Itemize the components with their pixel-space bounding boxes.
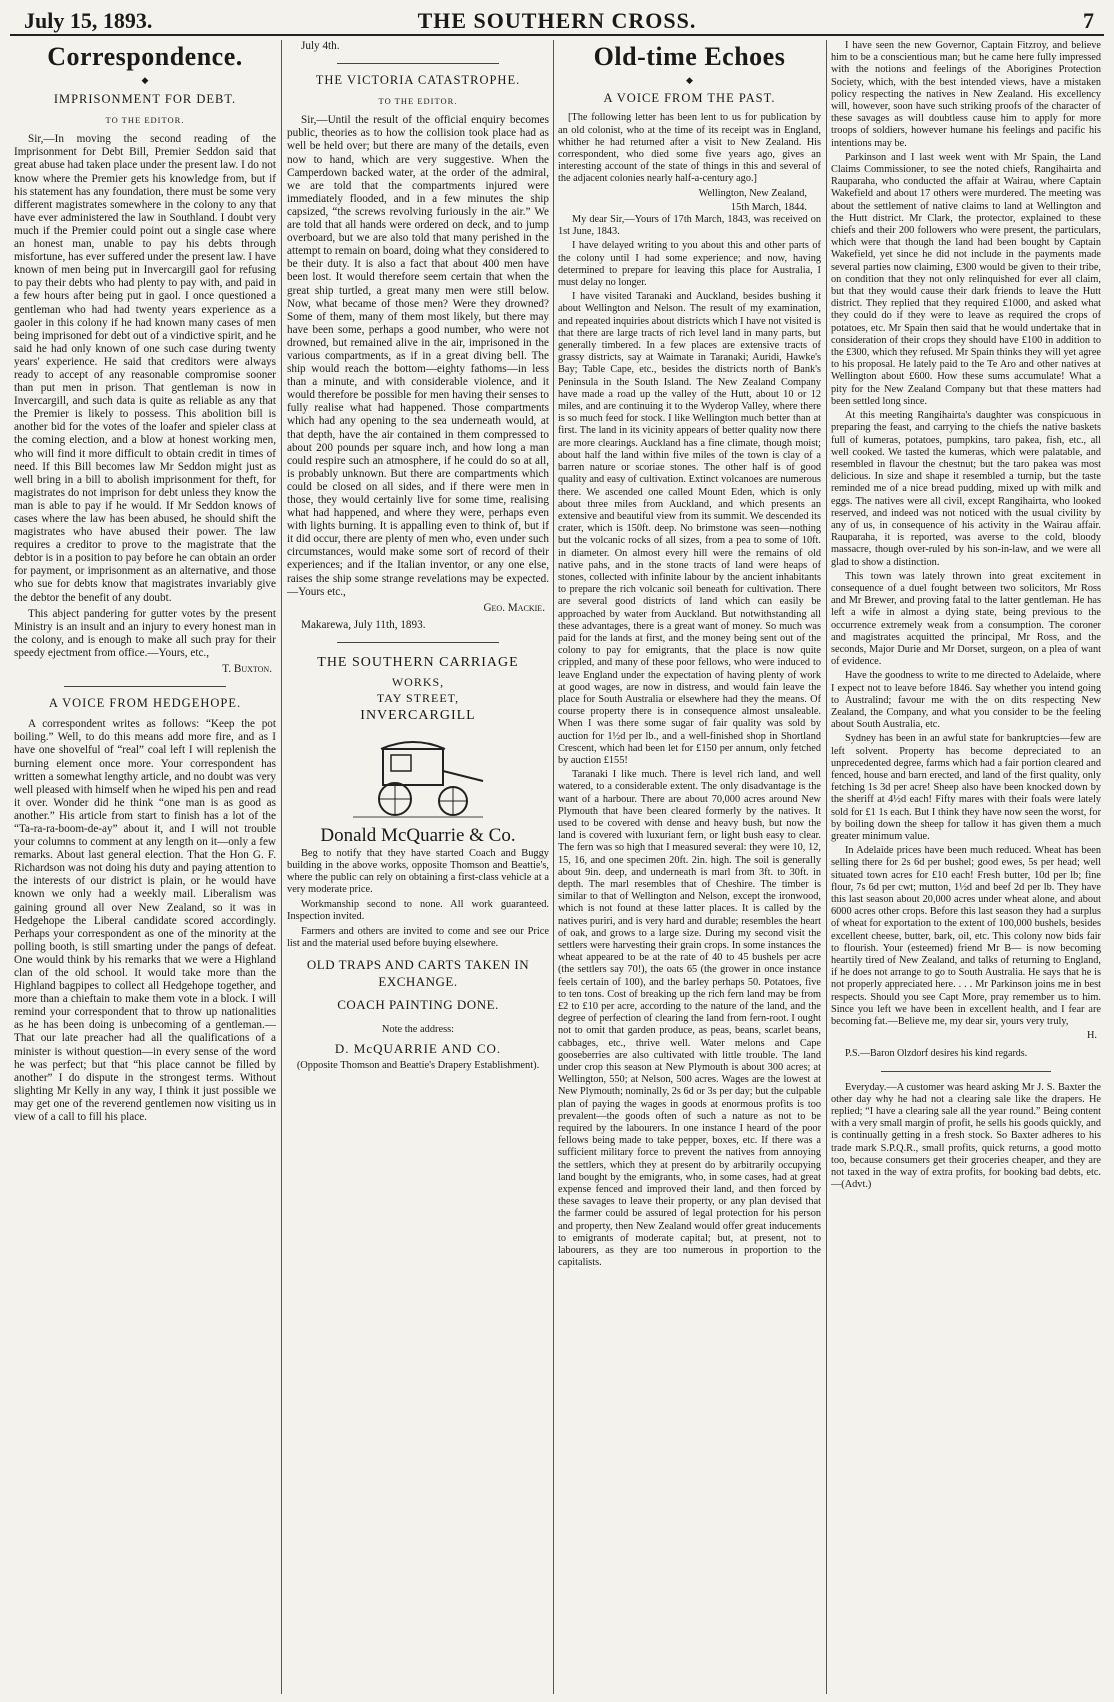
advert-address-firm: D. McQUARRIE AND CO.	[334, 1041, 502, 1057]
letter-paragraph: In Adelaide prices have been much reduced. Wheat has been selling there for 2s 6d per bushel; good ewes, 5s per head; well situated town acres for £10 each! Fresh butter, 10d per lb; fine flour, 7s 6d per cwt; mutton, 1½d and beef 2d per lb. They have this last season about 20,000 acres under wheat alone, and about 6000 acres other crops. Before this last season they had a surplus of wheat for exportation to the extent of 100,000 bushels, besides excellent cheese, butter, bark, oil, etc. This colony now bids fair to flourish. Your (esteemed) friend Mr B— is now becoming heartily tired of New Zealand, and talks of returning to England, if he does not arrange to go to South Australia. He says that he is not properly appreciated here. . . . Mr Parkinson joins me in best respects. Should you see Capt More, pray remember us to him. Since you left we have been in excellent health, and I fear are becoming fat.—Believe me, my dear sir, yours very truly,	[831, 845, 1101, 1028]
everyday-advert: Everyday.—A customer was heard asking Mr J. S. Baxter the other day why he had not a clearing sale like the drapers. He replied; “I have a clearing sale all the year round.” Being content with a very small margin of profit, he sells his goods quickly, and is continually getting in a fresh stock. So Baxter adheres to his trade mark S.P.Q.R., small profits, quick returns, a good motto too, because consumers get their groceries cheaper, and they are not taxed in the way of extra profits, for booking bad debts, etc.—(Advt.)	[831, 1081, 1101, 1191]
column-rule	[553, 40, 554, 1694]
letter-place: Wellington, New Zealand,	[698, 187, 807, 199]
carriage-advert	[287, 653, 549, 1072]
section-divider	[881, 1071, 1051, 1072]
letter-paragraph: At this meeting Rangihairta's daughter was conspicuous in preparing the feast, and carrying to the chiefs the native baskets full of kumeras, potatoes, pumpkins, taro pakea, fish, etc., all well cooked. We tasted the kumeras, which were palatable, and resembled in flavour the chestnut; but the taro pakea was most delicious. In size and shape it resembled a turnip, but the taste reminded me of a nice bread pudding, mixed up with milk and eggs. The natives were all civil, except Rangihairta, who looked reserved, and indeed was not noticed with the usual civility by any of us, in consequence of his activity in the Wairau affair. Rauparaha, it is reported, was averse to the cold, bloody massacre, though over-ruled by his son-in-law, and we were all glad to show a distinction.	[831, 410, 1101, 568]
advert-note: Note the address:	[381, 1024, 455, 1036]
column-4	[831, 40, 1101, 1694]
letter-paragraph: I have seen the new Governor, Captain Fitzroy, and believe him to be a conscientious man; but he came here fully impressed with the notions and feelings of the Aborigines Protection Society, which, with the best intended views, have a mistaken policy respecting the natives in New Zealand. His excellency will, however, soon have such striking proofs of the character of these savages as will doubtless cause him to apply for more troops of soldiers, however humane his feelings and pacific his intentions may be.	[831, 40, 1101, 149]
letter-paragraph: Taranaki I like much. There is level rich land, and well watered, to a considerable extent. The only disadvantage is the want of a harbour. There are about 70,000 acres around New Plymouth that have been cleared formerly by the natives. It used to be covered with dense and heavy bush, but now the land is covered with luxuriant fern, or light bush easy to clear. The fern was so high that I measured several: they were 10, 12, 15, 16, and one specimen 20ft. 2in. high. The soil is generally about 9in. deep, and underneath is marl from 3ft. to 30ft. in depth. The marl resembles that of Cheshire. The timber is similar to that of Wellington and Nelson, except the ironwood, which is not found at these latter places. It is called by the natives puriri, and is very hard and durable; resembles the heart of oak, and grows to a large size. During my second visit the settlers were harvesting their grain crops. In some instances the wheat appeared to be at the rate of 40 to 45 bushels per acre (the settlers say 70!), the oats 65 (the grower in once instance feels certain of 100), and the barley perhaps 50. Potatoes, five to ten tons. Cost of breaking up the rich fern land may be from £2 to £10 per acre, according to the nature of the land, and the degree of perfection of clearing the land from fern-root. I ought not to omit that garden produce, as peas, beans, scarlet beans, cabbages, etc., thrive well. Water melons and Cape gooseberries are also cultivated with little trouble. The land under crop this season at New Plymouth is about 300 acres; at Wellington, 550; at Nelson, 500 acres. Wages are the lowest at New Plymouth; nominally, 2s 6d or 3s per day; but the culpable plan of paying the wages in goods at enormous profits is too prevalent—the goods often of such a nature as not to be required by the labourers. In one instance I heard of the poor fellows being made to take pepper, boxes, etc. If there was a sufficient military force to prevent the natives from annoying the settlers, which they at present do by arbitrarily occupying land bought by the emigrants, who, in some cases, had at great expense fenced and improved their land, and then forced by these savages to leave their property, or any plan devised that the farmer could be assured of legal protection for his person and property, then New Zealand would offer great inducements to emigrants of moderate capital; but, at present, not to labourers, as they are too numerous in proportion to the capitalists.	[558, 769, 821, 1269]
column-rule	[281, 40, 282, 1694]
advert-address-location: (Opposite Thomson and Beattie's Drapery Establishment).	[296, 1060, 540, 1072]
imprisonment-title: IMPRISONMENT FOR DEBT.	[53, 92, 237, 107]
ornament-icon: ◆	[141, 75, 149, 85]
page-number: 7	[1083, 8, 1094, 33]
section-divider	[64, 686, 226, 687]
column-rule	[826, 40, 827, 1694]
letter-paragraph: This town was lately thrown into great excitement in consequence of a duel fought between two solicitors, Mr Ross and Mr Brewer, and proving fatal to the latter gentleman. He has left a wife in almost a dying state, being previous to the occurrence extremely weak from a consumption. The coroner and magistrates acquitted the principal, Mr Ross, and the seconds, Major Durie and Mr Dorset, surgeon, on a plea of want of evidence.	[831, 570, 1101, 668]
advert-line-4: INVERCARGILL	[360, 707, 476, 723]
victoria-place: Makarewa, July 11th, 1893.	[301, 618, 426, 631]
letter-paragraph: I have visited Taranaki and Auckland, besides bushing it about Wellington and Nelson. The result of my examination, and repeated inquiries about districts which I have not visited is that there are large tracts of rich level land in many parts, but generally timbered. In a few places are extensive tracts of grassy districts, say at Waimate in Taranaki; Auridi, Hawke's Bay; Table Cape, etc., besides the districts north of Bank's Peninsula in the South Island. The New Zealand Company have made a road up the valley of the Hutt, about 10 or 12 miles, and are continuing it to the Wyderop Valley, where there is so much feed for stock. I like Wellington much better than at first. The land in its vicinity appears of better quality now there are more clearings. Auckland has a fine climate, though moist; about half the land within five miles of the town is clay of a barren nature or scoriae stones. The other half is of good quality and easy of cultivation. Extinct volcanoes are numerous there. We ascended one called Mount Eden, which is only about three miles from Auckland, and which presents an extensive and beautiful view from its summit. We descended its crater, which is 150ft. deep. No brimstone was seen—nothing but the volcanic rocks of all sizes, from a pea to some of 10ft. in diameter. On almost every hill were the remains of old native pahs, and in the stone tracts of land were heaps of stones, collected with infinite labour by the ancient inhabitants to prepare the rich volcanic soil beneath for cultivation. There are several good districts of land which can easily be approached by water from Auckland. But notwithstanding all these advantages, there is a great want of money. So much was paid for the lands at first, and the money being sent out of the colony to pay for emigrants, that the place is now quite crippled, and many of these poor fellows, who were induced to leave England under the expectation of having plenty of work at good wages, are now in distress, and would fain leave the place for South Australia or elsewhere had they the means. Of course property there is in consequence almost unsaleable. When I was there some sugar of fair quality was sold by auction for 1½d per lb., and a well-finished shop in Shortland Crescent, which had been let for £150 per annum, only fetched by auction £155!	[558, 291, 821, 766]
advert-exchange: OLD TRAPS AND CARTS TAKEN IN EXCHANGE.	[306, 957, 530, 990]
column-3	[558, 40, 821, 1694]
column-1	[14, 40, 276, 1694]
letter-paragraph: My dear Sir,—Yours of 17th March, 1843, was received on 1st June, 1843.	[558, 214, 821, 238]
advert-invite: Farmers and others are invited to come and see our Price list and the material used before buying elsewhere.	[287, 926, 549, 950]
newspaper-title: THE SOUTHERN CROSS.	[417, 8, 697, 33]
advert-body: Beg to notify that they have started Coach and Buggy building in the above works, opposite Thomson and Beattie's, where the public can rely on obtaining a first-class vehicle at a very moderate price.	[287, 848, 549, 896]
echoes-subtitle: A VOICE FROM THE PAST.	[603, 91, 776, 106]
echoes-intro: [The following letter has been lent to us for publication by an old colonist, who at the time of its receipt was in England, whither he had returned after a visit to New Zealand. His correspondent, who died some five years ago, gives an interesting account of the state of things in this and several of the adjacent colonies nearly half-a-century ago.]	[558, 112, 821, 185]
hedgehope-text: A correspondent writes as follows: “Keep the pot boiling.” Well, to do this means add more fire, and as I have one shovelful of “real” coal left I will replenish the burning element once more. Your correspondent has written a somewhat lengthy article, and no doubt was very well pleased with himself when he wiped his pen and read it over. Wonder did he think “one man is as good as another.” His article from start to finish has a lot of the “Ta-ra-ra-boom-de-ay” about it, and I will not trouble your columns to comment at any length on it—only a few remarks. About last general election. That the Hon G. F. Richardson was not doing his duty and paying attention to the interests of our district is plain, or he would have known we only had a weekly mail. Liberalism was gaining ground all over New Zealand, so it was in Hedgehope the Liberal candidate scored accordingly. Perhaps your correspondent as one of the minority at the polling booth, is still smarting under the pangs of defeat. One would think by his remarks that we were a Highland clan of the old school. It would take more than the Highland bagpipes to collect all Hedgehope together, and more than a chieftain to make them vote in a block. I will remind your correspondent that to throw up nationalities as he has been doing is unbecoming of a gentleman.—That our late preacher had all the qualifications of a minister is without question—in every sense of the word he was perfect; but that “his place cannot be filled by another” I do dispute in the strongest terms. Without slighting Mr Kelly in any way, I think it just possible we may get one of the reverend gentlemen now visiting us in view of a call to fill his place.	[14, 718, 276, 1124]
advert-line-1: THE SOUTHERN CARRIAGE	[317, 654, 519, 670]
letter-paragraph: Have the goodness to write to me directed to Adelaide, where I expect not to leave before 1846. Say whether you intend going to Australind; favour me with the on dits respecting New Zealand, the Company, and what you consider to be the feeling about South Australia, etc.	[831, 670, 1101, 731]
to-editor-label: TO THE EDITOR.	[378, 96, 458, 107]
imprisonment-signature: T. Buxton.	[222, 663, 272, 676]
imprisonment-paragraph: Sir,—In moving the second reading of the Imprisonment for Debt Bill, Premier Seddon said that great abuse had taken place under the present law. I do not know where the Premier gets his knowledge from, but if his statement has any foundation, there must be some very different magistrates somewhere in the colony to any that have ever administered the law in Southland. I doubt very much if the Premier could point out a single case where an honest man, unable to pay his debts through misfortune, has ever suffered under the present law. I have known of men being put in Invercargill gaol for refusing to pay their debts who had plenty to pay with, and paid in a few hours after being put in gaol. I once questioned a gentleman who had had twenty years experience as a gaoler in this colony if he had known many cases of men being imprisoned for debt out of a vindictive spirit, and he said he had only known of one such case during twenty years' experience. He said that creditors were always ready to accept of any reasonable compromise sooner than put men in prison. That gentleman is now in Invercargill, and such data is quite as reliable as any that the Premier is likely to possess. This abolition bill is another bid for the votes of the loafer and spieler class at the coming election, and a blow at honest working men, who will find it more difficult to obtain credit in times of need. If this Bill becomes law Mr Seddon might just as well bring in a bill to abolish imprisonment for theft, for magistrates do not imprison for debt unless they know the man is able to pay if he would. If Mr Seddon knows of cases where the law has been abused, he should shift the magistrates who have abused their power. The law requires a creditor to prove to the magistrate that the debtor is in a position to pay before he can obtain an order for payment, or imprisonment as an alternative, and those who sue for debts know that magistrates invariably give the debtor the benefit of any doubt.	[14, 133, 276, 604]
imprisonment-paragraph: This abject pandering for gutter votes by the present Ministry is an insult and an injury to every honest man in the colony, and is enough to make all such pray for their speedy ejectment from office.—Yours, etc.,	[14, 607, 276, 659]
hedgehope-title: A VOICE FROM HEDGEHOPE.	[48, 696, 242, 711]
advert-guarantee: Workmanship second to none. All work guaranteed. Inspection invited.	[287, 899, 549, 923]
advert-line-3: TAY STREET,	[376, 690, 460, 705]
correspondence-heading: Correspondence.	[47, 42, 243, 71]
letter-signature: H.	[1086, 1030, 1097, 1042]
victoria-text: Sir,—Until the result of the official enquiry becomes public, theories as to how the collision took place had as well be held over; but there are many of the details, even now to hand, which are very suggestive. When the Camperdown backed water, at the order of the admiral, we are told that the compartments injured were immediately flooded, and in a few minutes the ship capsized, “the screws revolving furiously in the air.” We are told that all hands were ordered on deck, and to jump overboard, but we are also told that many perished in the attempt to remain on board, doing what they considered to be their duty. It is also a fact that about 400 men have been lost. It would therefore seem certain that when the great ship turtled, a great many men were still below. Now, what became of those men? Were they drowned? Some of them, many of them most likely, but there may have been some, perhaps a good number, who were not drowned, but remained alive in the air, imprisoned in the various compartments, as if in a great diving bell. The ship would reach the bottom—eighty fathoms—in less than a minute, and with considerable violence, and it would therefore be possible for men having their senses to fully realise what had happened. Those compartments which had any opening to the sea underneath would, at that depth, have the air contained in them compressed to about 200 pounds per square inch, and how long a man could respire such an atmosphere, if he could do so at all, is probably unknown. But there are compartments which could be closed on all sides, and if there were men in those, they would certainly live for some time, realising what had happened, and where they were, perhaps even with lights burning. It is appalling even to think of, but if it did occur, there are plenty of men who, even under such circumstances, would make some sort of record of their experiences; and if the Italian inventor, or any one else, raises the ship some strange revelations may be expected.—Yours etc.,	[287, 114, 549, 598]
letter-paragraph: Parkinson and I last week went with Mr Spain, the Land Claims Commissioner, to see the noted chiefs, Rangihairta and Rauparaha, who conducted the affair at Wairau, where Captain Wakefield and about 17 others were murdered. The meeting was about the settlement of native claims to land at Wellington and the Hutt district. Mr Clark, the protector, explained to these chiefs and their 200 followers who were present, the particulars, which were that though the land had been bought by Captain Wakefield, yet since he did not include in the payments made several parties now claiming, £300 would be given to their tribe, on condition that they not only relinquished for ever all claim, but that they would cause their dark friends to leave the Hutt district. They replied that they required £1000, and asked what they could do if they were to leave as required the crops of potatoes, etc. Mr Spain then said that he would undertake that in consideration of their crops they should have £100 in addition to the £300, which they refused. Mr Spain thinks they will yet agree to his proposal. He lately paid to the Te Aro and other natives at Wellington about £600. How these sums accumulate! What a pity for the New Zealand Company but that these matters had been settled long since.	[831, 151, 1101, 407]
victoria-title: THE VICTORIA CATASTROPHE.	[315, 73, 521, 88]
letter-date: 15th March, 1844.	[730, 201, 807, 213]
section-divider	[337, 63, 499, 64]
to-editor-label: TO THE EDITOR.	[105, 115, 185, 126]
letter-postscript: P.S.—Baron Olzdorf desires his kind regards.	[845, 1048, 1028, 1060]
section-divider	[337, 642, 499, 643]
masthead	[10, 4, 1104, 36]
column-2	[287, 40, 549, 1694]
victoria-signature: Geo. Mackie.	[483, 601, 545, 614]
advert-firm: Donald McQuarrie & Co.	[320, 824, 516, 846]
letter-paragraph: Sydney has been in an awful state for bankruptcies—few are left solvent. Property has become depreciated to an unprecedented degree, farms which had a fair portion cleared and fenced, house and barn erected, and land of the first quality, only fetching 1s 3d per acre! Sheep also have been knocked down by the sheriff at 4½d each! Fifty mares with their foals were lately sold for £1 1s each. But I think they have now seen the worst, for by boiling down the sheep for tallow it has given them a much greater minimum value.	[831, 733, 1101, 842]
ornament-icon: ◆	[686, 75, 693, 85]
hedgehope-date: July 4th.	[301, 40, 340, 52]
echoes-heading: Old-time Echoes	[593, 42, 786, 71]
advert-line-2: WORKS,	[391, 674, 445, 689]
letter-paragraph: I have delayed writing to you about this and other parts of the colony until I had some experience; and now, having determined to prepare for leaving this place for Australia, I must delay no longer.	[558, 240, 821, 289]
issue-date: July 15, 1893.	[24, 8, 153, 33]
advert-painting: COACH PAINTING DONE.	[337, 997, 499, 1013]
carriage-illustration-icon	[343, 731, 493, 821]
